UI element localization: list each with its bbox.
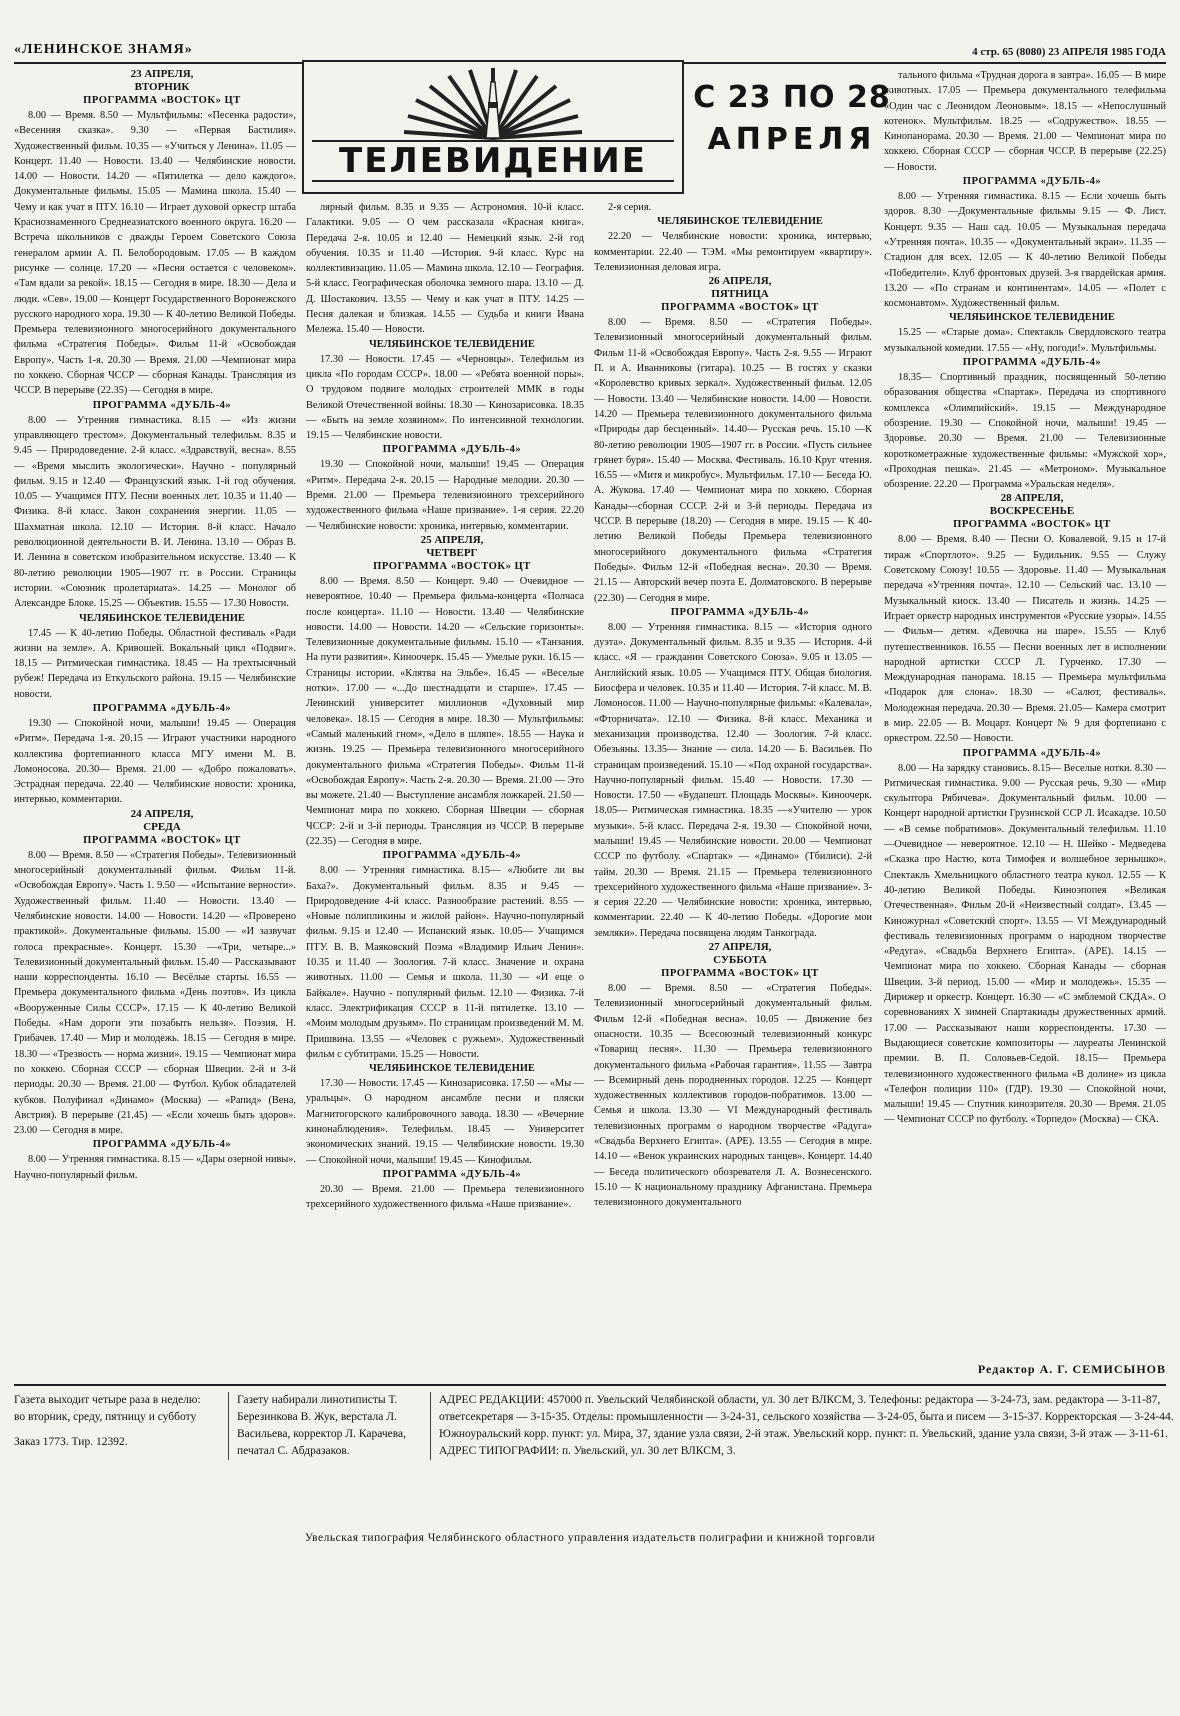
tv-tower-sunburst-icon: [304, 62, 682, 142]
imprint-schedule: [14, 1392, 214, 1451]
listing-text: лярный фильм. 8.35 и 9.35 — Астрономия. 10-й класс. Галактики. 9.05 — О чем рассказала «Красная книга». Передача 2-я. 10.05 и 12.40 — Немецкий язык. 2-й год обучения. 10.35 и 11.40 —История. 9-й класс. Курс на коллективизацию. 11.05 — Мамина школа. 12.10 — География. 5-й класс. Географическая оболочка земного шара. 13.10 — Д. Д. Шостакович. 13.55 — Чему и как учат в ПТУ. 14.25 — Песня далекая и близкая. 14.55 — Судьба и книги Ивана Мележа. 15.40 — Новости.: [306, 202, 584, 336]
program-heading: ПРОГРАММА «ВОСТОК» ЦТ: [661, 968, 819, 980]
editor-credit: Редактор А. Г. СЕМИСЫНОВ: [977, 1362, 1166, 1376]
column-4: [884, 68, 1166, 1358]
dates-line-1: С 23 ПО 28: [693, 80, 891, 115]
program-heading: ПРОГРАММА «ВОСТОК» ЦТ: [83, 95, 241, 106]
program-heading: ПРОГРАММА «ДУБЛЬ-4»: [92, 1139, 232, 1151]
listing-text: 15.25 — «Старые дома». Спектакль Свердловского театра музыкальной комедии. 17.55 — «Ну, погоди!». Мультфильмы.: [884, 327, 1166, 354]
printer-footer: Увельская типография Челябинского областного управления издательств полиграфии и книжной торговли: [304, 1532, 876, 1544]
imprint-address: АДРЕС РЕДАКЦИИ: 457000 п. Увельский Челябинской области, ул. 30 лет ВЛКСМ, 3. Телефоны: редактора — 3-24-73, зам. редактора — 3-11-87, ответсекретаря — 3-15-35. Отделы: промышленности — 3-24-31, сельского хозяйства — 3-24-05, быта и писем — 3-15-37. Корректорская — 3-24-44. Южноуральский корр. пункт: ул. Мира, 37, здание узла связи, 2-й этаж. Увельский корр. пункт: п. Увельский, здание узла связи, 3-й этаж — 3-11-61. АДРЕС ТИПОГРАФИИ: п. Увельский, ул. 30 лет ВЛКСМ, 3.: [430, 1392, 1175, 1460]
day-heading: ВТОРНИК: [134, 81, 190, 93]
day-heading: СУББОТА: [713, 954, 767, 967]
listing-text: 8.00 — На зарядку становись. 8.15— Веселые нотки. 8.30 — Ритмическая гимнастика. 9.00 — Русская речь. 9.30 — «Мир скульптора Рябичева». Документальный фильм. 10.00 — Концерт народной артистки Грузинской ССР Л. Исакадзе. 10.50 — «В семье побратимов». Документальный телефильм. 11.10 —Очевидное — невероятное. 12.10 — Н. Шейко - Медведева «Сказка про Настю, кота Тимофея и волшебное зернышко». Спектакль Хмельницкого областного театра кукол. 12.55 — К 40-летию Великой Победы. Киноэпопея «Великая Отечественная». Фильм 20-й «Неизвестный солдат». 13.45 — Киножурнал «Советский спорт». 13.55 — VI Международный фестиваль телевизионных программ о народном творчестве «Редуга». «Свадьба Верхнего Египта». (АРЕ). 14.15 — Чемпионат мира по хоккею. Сборная Канады — сборная Швеции. 3-й период. 15.00 — «Мир и молодежь». 15.35 — Дирижер и оркестр. Концерт. 16.30 — «С эмблемой СКДА». О соревнованиях Х зимней Спартакиады дружественных армий. 17.00 — Рассказывают наши корреспонденты. 17.30 — Выдающиеся советские композиторы — лауреаты Ленинской премии. В. П. Соловьев-Седой. 18.15— Премьера телевизионного художественного фильма «В долине» из цикла «Телефон полиции 110» (ГДР). 19.30 — Спокойной ночи, малыши! 19.45 — Спутник кинозрителя. 20.30 — Время. 21.05 — Чемпионат СССР по футболу. «Торпедо» (Москва) — СКА.: [884, 762, 1166, 1126]
listing-text: 8.00 — Время. 8.50 — Мультфильмы: «Песенка радости», «Весенняя сказка». 9.30 — «Первая Бастилия». Художественный фильм. 10.35 — «Учиться у Ленина». 11.05 — Концерт. 11.40 — Новости. 13.40 — Челябинские новости. 14.00 — Новости. 14.20 — «Пятилетка — дело каждого». Документальные фильмы. 15.05 — Мамина школа. 15.40 —Чему и как учат в ПТУ. 16.10 — Играет духовой оркестр штаба Краснознаменного Среднеазиатского военного округа. 16.20 — Встреча школьников с дважды Героем Советского Союза генералом армии А. П. Белобородовым. 17.05 — В каждом рисунке — солнце. 17.20 — «Песня остается с человеком». «Там вдали за рекой». 18.15 — Сегодня в мире. 18.30 — Дела и люди. «Сев». 19.00 — Концерт Государственного Воронежского русского народного хора. 19.30 — К 40-летию Великой Победы. Премьера телевизионного многосерийного документального фильма «Стратегия Победы». Фильм 11-й «Освобождая Европу». Часть 1-я. 20.30 — Время. 21.00 —Чемпионат мира по хоккею. Сборная ЧССР — сборная Канады. Трансляция из ЧССР. В перерыве (22.35) — Сегодня в мире.: [14, 110, 296, 397]
day-heading: 25 АПРЕЛЯ,: [420, 533, 484, 546]
listing-text: 2-я серия.: [608, 202, 652, 213]
listing-text: тального фильма «Трудная дорога в завтра». 16.05 — В мире животных. 17.05 — Премьера документального телефильма «Один час с Леонидом Леоновым». 18.15 — «Непослушный котенок». Мультфильм. 18.25 — «Содружество». 18.55 — Кинопанорама. 20.30 — Время. 21.00 — Чемпионат мира по хоккею. Сборная СССР — сборная ЧССР. В перерыве (22.25) — Новости.: [884, 70, 1166, 173]
day-heading: 27 АПРЕЛЯ,: [708, 941, 772, 954]
day-heading: ВОСКРЕСЕНЬЕ: [989, 505, 1075, 518]
program-heading: ПРОГРАММА «ДУБЛЬ-4»: [962, 176, 1102, 188]
listing-text: 8.00 — Утренняя гимнастика. 8.15 — Если хочешь быть здоров. 8.30 —Документальные фильмы 9.15 — Ф. Лист. Концерт. 9.35 — Наш сад. 10.05 — Музыкальная передача «Утренняя почта». 10.35 — «Документальный экран». 11.35 — Стадион для всех. 12.05 — К 40-летию Великой Победы «Победители». Клуб фронтовых друзей. 3-я гвардейская армия. 13.20 — «По странам и континентам». 14.05 — «Полет с космонавтом». Художественный фильм.: [884, 191, 1166, 310]
channel-heading: ЧЕЛЯБИНСКОЕ ТЕЛЕВИДЕНИЕ: [79, 612, 245, 624]
listing-text: 8.00 — Время. 8.50 — «Стратегия Победы». Телевизионный многосерийный документальный фильм. Фильм 11-й. «Освобождая Европу». Часть 1. 9.50 — «Испытание верности». Художественный фильм. 11.40 — Новости. 13.40 — Челябинские новости. 14.00 — Новости. 14.20 — «Проверено практикой». Документальные фильмы. 15.00 — «И зазвучат голоса прекрасные». Концерт. 15.30 —«Три, четыре...» Телевизионный документальный фильм. 15.40 — Рассказывают наши корреспонденты. 16.10 — Весёлые старты. 16.55 — Премьера документального фильма «День поэтов». Из цикла «Вооруженные Силы СССР». 17.15 — К 40-летию Великой Победы. «Нам дороги эти позабыть нельзя». Поэзия. Н. Грибачев. 17.40 — Мир и молодежь. 18.15 — Сегодня в мире. 18.30 — «Трезвость — норма жизни». 19.15 — Чемпионат мира по хоккею. Сборная СССР — сборная Швеции. 2-й и 3-й периоды. 20.30 — Время. 21.00 — Футбол. Кубок обладателей кубков. Полуфинал «Динамо» (Москва) — «Рапид» (Вена, Австрия). В перерыве (21.45) — «Если хочешь быть здоров». 23.00 — Сегодня в мире.: [14, 849, 296, 1137]
program-heading: ПРОГРАММА «ВОСТОК» ЦТ: [661, 302, 819, 314]
column-3: [594, 200, 872, 1380]
listing-text: 8.00 — Утренняя гимнастика. 8.15— «Любите ли вы Баха?». Документальный фильм. 8.35 и 9.45 — Природоведение 4-й класс. Разнообразие растений. 8.55 — «Новые полипликины и жилой район». Научно-популярный фильм. 9.15 и 12.40 — Испанский язык. 10.05— Учащимся ПТУ. В. В. Маяковский Поэма «Владимир Ильич Ленин». 10.35 и 11.40 — Зоология. 7-й класс. Значение и охрана животных. 11.00 — Семья и школа. 11.30 — «И еще о Байкале». Научно - популярный фильм. 12.10 — Физика. 7-й класс. Электрификация СССР в 11-й пятилетке. 13.10 — «Моим молодым друзьям». По страницам произведений М. М. Пришвина. 13.55 — «Человек с ружьем». Художественный фильм с субтитрами. 15.25 — Новости.: [306, 865, 584, 1060]
masthead: [14, 0, 1166, 64]
channel-heading: ЧЕЛЯБИНСКОЕ ТЕЛЕВИДЕНИЕ: [657, 216, 823, 228]
listing-text: 8.00 — Время. 8.50 — «Стратегия Победы». Телевизионный многосерийный документальный фильм. Фильм 12-й «Победная весна». 10.05 — Движение без опасности. 10.35 — Всесоюзный телевизионный конкурс «Товарищ песня». 11.30 — Премьера телевизионного документального фильма «Рабочая гарантия». 11.55 — Завтра — Всемирный день породненных городов. 12.25 — Концерт художественных коллективов городов-побратимов. 13.00 — Семья и школа. 13.30 — VI Международный фестиваль телевизионных программ о народном творчестве «Радуга» «Свадьба Верхнего Египта». (АРЕ). 13.55 — Сегодня в мире. 14.10 — «Венок украинских народных танцев». Концерт. 14.40 — Беседа политического обозревателя Л. А. Вознесенского. 15.10 — К национальному празднику Афганистана. Премьера телевизионного документального: [594, 983, 872, 1209]
program-heading: ПРОГРАММА «ДУБЛЬ-4»: [382, 1168, 522, 1180]
dates-block: [692, 78, 892, 162]
imprint: [14, 1384, 1174, 1538]
listing-text: 8.00 — Утренняя гимнастика. 8.15 — «История одного дуэта». Документальный фильм. 8.35 и 9.35 — История. 4-й класс. «Я — гражданин Советского Союза». 9.05 и 13.05 — Английский язык. 10.05 — Учащимся ПТУ. Общая биология. Биосфера и человек. 10.35 и 11.40 — История. 7-й класс. М. В. Ломоносов. 11.00 — Научно-популярные фильмы: «Калевала», «Фторничата». 12.10 — Физика. 8-й класс. Механика и механизация производства. 12.40 — Зоология. 7-й класс. Обезьяны. 13.35— Знание — сила. 14.20 — Б. Васильев. По страницам произведений. 15.10 — «Под охраной государства». Научно-популярный фильм. 15.40 — Новости. 17.30 — Новости. 17.50 — «Будапешт. Площадь Москвы». Киноочерк. 18.05— Ритмическая гимнастика. 18.35 —«Учителю — урок музыки». 5-й класс. Передача 2-я. 19.30 — Спокойной ночи, малыши! 19.45 — Челябинские новости. 20.00 — Чемпионат СССР по футболу. «Спартак» — «Динамо» (Тбилиси). 2-й тайм. 20.30 — Время. 21.15 — Премьера телевизионного трехсерийного художественного фильма «Наше призвание». 3-я серия 22.20 — Челябинские новости: хроника, интервью, комментарии. 22.40 — К 40-летию Победы. «Дорогие мои земляки». Передача посвящена людям Танкограда.: [594, 621, 872, 939]
listing-text: 8.00 — Утренняя гимнастика. 8.15 — «Дары озерной нивы». Научно-популярный фильм.: [14, 1154, 296, 1181]
listing-text: 17.30 — Новости. 17.45 — «Черновцы». Телефильм из цикла «По городам СССР». 18.00 — «Ребята военной поры». О трудовом подвиге молодых строителей ММК в годы Великой Отечественной войны. 18.30 — Кинозарисовка. 18.35 — «Быть на земле хозяином». По интенсивной технологии. 19.15 — Челябинские новости.: [306, 353, 584, 442]
program-heading: ПРОГРАММА «ДУБЛЬ-4»: [382, 850, 522, 862]
column-1: [14, 68, 296, 1368]
paper-name: «ЛЕНИНСКОЕ ЗНАМЯ»: [14, 42, 193, 57]
listing-text: 22.20 — Челябинские новости: хроника, интервью, комментарии. 22.40 — ТЭМ. «Мы ремонтируем «квартиру». Телевизионная деловая игра.: [594, 231, 872, 273]
tv-logo-box: [302, 60, 684, 194]
program-heading: ПРОГРАММА «ДУБЛЬ-4»: [670, 606, 810, 618]
dates-line-2: АПРЕЛЯ: [707, 122, 877, 157]
tv-header: [302, 60, 892, 193]
listing-text: 17.45 — К 40-летию Победы. Областной фестиваль «Ради жизни на земле». А. Кривошей. Вокальный цикл «Подвиг». 18.15 — Ритмическая гимнастика. 18.45 — На трехтысячный рубеж! Передача из Еткульского района. 19.15 — Челябинские новости.: [14, 627, 296, 700]
channel-heading: ЧЕЛЯБИНСКОЕ ТЕЛЕВИДЕНИЕ: [369, 1063, 535, 1075]
issue-info: 4 стр. 65 (8080) 23 АПРЕЛЯ 1985 ГОДА: [972, 46, 1166, 58]
imprint-staff: Газету набирали линотиписты Т. Березинкова В. Жук, верстала Л. Васильева, корректор Л. Карачева, печатал С. Абдразаков.: [228, 1392, 425, 1460]
program-heading: ПРОГРАММА «ДУБЛЬ-4»: [92, 399, 232, 411]
listing-text: 17.30 — Новости. 17.45 — Кинозарисовка. 17.50 — «Мы — уральцы». О народном ансамбле песни и пляски Магнитогорского калибровочного завода. 18.30 — «Вечерние кинонаблюдения». Телефильм. 18.45 — Университет экономических знаний. 19.15 — Челябинские новости. 19.30 — Спокойной ночи, малыши! 19.45 — Кинофильм.: [306, 1078, 584, 1166]
day-heading: ПЯТНИЦА: [711, 288, 769, 301]
day-heading: 24 АПРЕЛЯ,: [130, 807, 194, 820]
day-heading: СРЕДА: [143, 820, 181, 833]
column-2: [306, 200, 584, 1380]
program-heading: ПРОГРАММА «ДУБЛЬ-4»: [962, 357, 1102, 369]
day-heading: 23 АПРЕЛЯ,: [130, 68, 194, 80]
listing-text: 19.30 — Спокойной ночи, малыши! 19.45 — Операция «Ритм». Передача 1-я. 20.15 — Играют участники народного коллектива фортепианного класса МГУ имени М. В. Ломоносова. 20.30— Время. 21.00 — «Добро пожаловать». Эстрадная передача. 22.40 — Челябинские новости: хроника, интервью, комментарии.: [14, 717, 296, 806]
program-heading: ПРОГРАММА «ДУБЛЬ-4»: [92, 702, 232, 714]
listing-text: 20.30 — Время. 21.00 — Премьера телевизионного трехсерийного художественного фильма «Наше призвание».: [306, 1183, 584, 1211]
program-heading: ПРОГРАММА «ВОСТОК» ЦТ: [953, 519, 1111, 531]
day-heading: 26 АПРЕЛЯ,: [708, 275, 772, 288]
day-heading: ЧЕТВЕРГ: [426, 546, 478, 559]
listing-text: 8.00 — Утренняя гимнастика. 8.15 — «Из жизни управляющего трестом». Документальный телефильм. 8.35 и 9.45 — Природоведение. 2-й класс. «Здравствуй, весна». 8.55 — «Время мыслить экологически». Научно - популярный фильм. 9.15 и 12.40 — Французский язык. 1-й год обучения. 10.05 — Учащимся ПТУ. Песни военных лет. 10.35 и 11.40 — Физика. 8-й класс. Закон сохранения энергии. 11.05 — Шахматная школа. 12.10 — История. 8-й класс. Начало революционной деятельности В. И. Ленина. 13.10 — Образ В. И. Ленина в советском изобразительном искусстве. 13.40 — К 80-летию революции 1905—1907 гг. в России. Страницы истории. «Союзник пролетариата». 14.25 — Монолог об Александре Блоке. 15.25 — Объектив. 15.55 — 17.30 Новости.: [14, 414, 296, 610]
program-heading: ПРОГРАММА «ВОСТОК» ЦТ: [83, 834, 241, 846]
tv-title: ТЕЛЕВИДЕНИЕ: [312, 140, 674, 182]
listing-text: 8.00 — Время. 8.40 — Песни О. Ковалевой. 9.15 и 17-й тираж «Спортлото». 9.25 — Будильник. 9.55 — Служу Советскому Союзу! 10.55 — Здоровье. 11.40 — Музыкальная передача «Утренняя почта». 12.10 — Сельский час. 13.10 — Музыкальный киоск. 13.40 — Писатель и жизнь. 14.25 — Играет оркестр народных инструментов «Русские узоры». 14.55 — Фильм— детям. «Девочка на шаре». 15.55 — Клуб путешественников. 16.55 — Песни военных лет в исполнении народной артистки СССР Л. Гурченко. 17.30 — Международная панорама. 18.15 — Премьера мультфильма «Подарок для слона». 18.30 — «Салют, фестиваль». Молодежная передача. 20.30 — Время. 21.05— Камера смотрит в мир. 22.05 — В. Моцарт. Концерт № 9 для фортепиано с оркестром. 22.50 — Новости.: [884, 534, 1166, 745]
program-heading: ПРОГРАММА «ВОСТОК» ЦТ: [373, 560, 531, 572]
listing-text: 8.00 — Время. 8.50 — Концерт. 9.40 — Очевидное — невероятное. 10.40 — Премьера фильма-концерта «Полчаса после концерта». 11.10 — Новости. 13.40 — Челябинские новости. 14.00 — Новости. 14.20 — «Сельские горизонты». Телевизионные документальные фильмы. 15.10 — «Танзания. На пути развития». Киноочерк. 15.45 — Умелые руки. 16.15 — Страницы истории. «Клятва на Эльбе». 16.45 — «Веселые нотки». 17.00 — «...До шестнадцати и старше». 17.45 — Ленинский университет миллионов «Духовный мир человека». 18.15 — Сегодня в мире. 18.30 — Мультфильмы: «Самый маленький гном», «Дело в шляпе». 18.55 — Наука и жизнь. 19.25 — Премьера телевизионного многосерийного документального фильма «Стратегия Победы». Фильм 11-й «Освобождая Европу». Часть 2-я. 20.30 — Время. 21.00 — Это вы можете. 21.40 — Выступление ансамбля ложкарей. 21.50 — Чемпионат мира по хоккею. Сборная Швеции — сборная ЧССР: 2-й и 3-й периоды. Трансляция из ЧССР. В перерыве (22.35) — Сегодня в мире.: [306, 575, 584, 847]
imprint-schedule-text: Газета выходит четыре раза в неделю: во вторник, среду, пятницу и субботу: [14, 1394, 201, 1423]
channel-heading: ЧЕЛЯБИНСКОЕ ТЕЛЕВИДЕНИЕ: [369, 338, 535, 350]
listing-text: 19.30 — Спокойной ночи, малыши! 19.45 — Операция «Ритм». Передача 2-я. 20.15 — Народные мелодии. 20.30 — Время. 21.00 — Премьера телевизионного трехсерийного художественного фильма «Наше призвание». 1-я серия. 22.20 — Челябинские новости: хроника, интервью, комментарии.: [306, 459, 584, 532]
day-heading: 28 АПРЕЛЯ,: [1000, 492, 1064, 505]
program-heading: ПРОГРАММА «ДУБЛЬ-4»: [382, 444, 522, 456]
listing-text: 18.35— Спортивный праздник, посвященный 50-летию образования общества «Спартак». Передача из спортивного комплекса «Олимпийский». 19.15 — Международное обозрение. 19.30 — Спокойной ночи, малыши! 19.45 — Здоровье. 20.30 — Время. 21.00 — Телевизионные короткометражные художественные фильмы: «Мужской хор», «Проходная пешка». 21.45 — «Метроном». Музыкальное обозрение. 22.20 — Программа «Уральская неделя».: [884, 372, 1166, 491]
channel-heading: ЧЕЛЯБИНСКОЕ ТЕЛЕВИДЕНИЕ: [949, 312, 1115, 324]
program-heading: ПРОГРАММА «ДУБЛЬ-4»: [962, 747, 1102, 759]
listing-text: 8.00 — Время. 8.50 — «Стратегия Победы». Телевизионный многосерийный документальный фильм. Фильм 11-й «Освобождая Европу». Часть 2-я. 9.55 — Играют П. и А. Иванниковы (гитара). 10.25 — В гостях у сказки «Королевство кривых зеркал». Художественный фильм. 12.05 — Новости. 13.40 — Челябинские новости. 14.00 — Новости. 14.20 — Премьера телевизионного документального фильма «Природы дар бесценный». 14.40— Русская речь. 15.10 —К 80-летию революции 1905—1907 гг. в России. «Пусть сильнее грянет буря». 15.40 — Москва. Фестиваль. 16.10 Круг чтения. 16.55 — «Митя и микробус». Мультфильм. 17.10 — Беседа Ю. А. Жукова. 17.40 — Чемпионат мира по хоккею. Сборная Канады—сборная СССР. 2-й и 3-й периоды. Передача из ЧССР. В перерыве (18.20) — Сегодня в мире. 19.15 — К 40-летию Великой Победы Премьера телевизионного многосерийного документального фильма «Стратегия Победы». Фильм 12-й «Победная весна». 20.30 — Время. 21.15 — Авторский вечер поэта Е. Долматовского. В перерыве (22.30) — Сегодня в мире.: [594, 317, 872, 604]
imprint-order: Заказ 1773. Тир. 12392.: [14, 1436, 128, 1448]
